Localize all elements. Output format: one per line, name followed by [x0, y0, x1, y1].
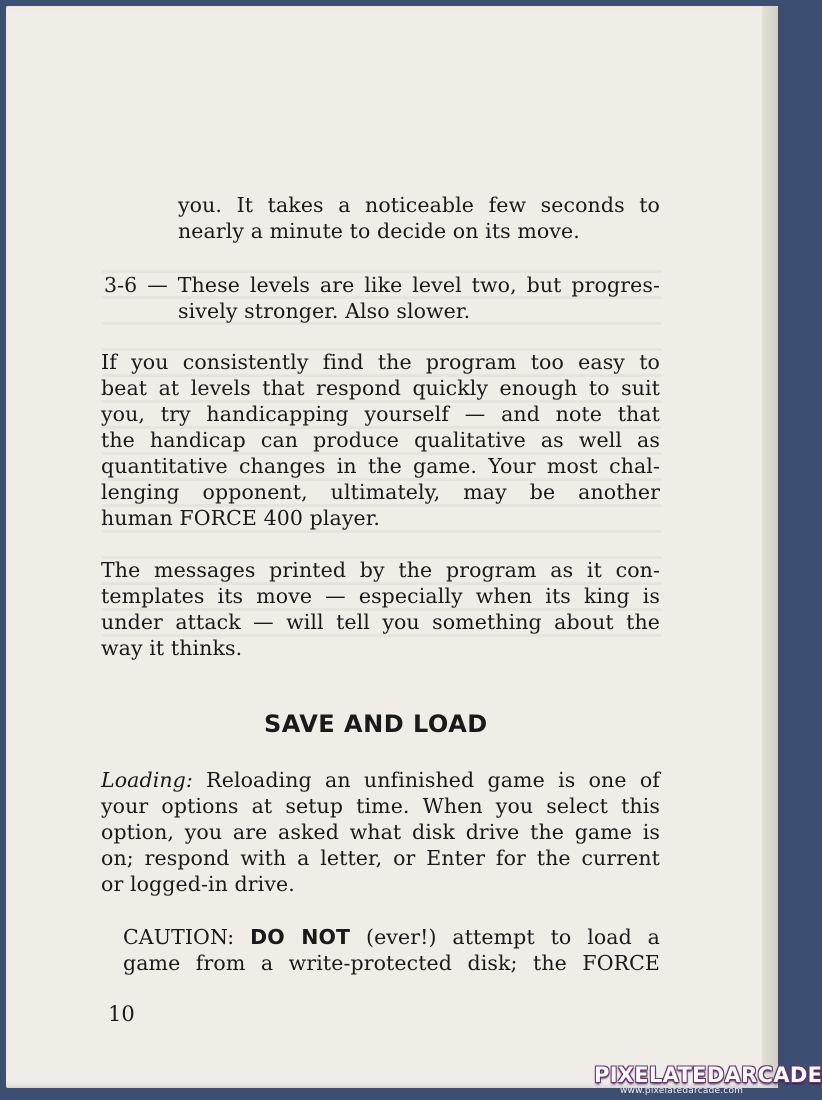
- text-line: sively stronger. Also slower.: [178, 299, 471, 323]
- do-not-emphasis: DO NOT: [250, 925, 351, 949]
- text-line: your options at setup time. When you select this: [101, 794, 660, 818]
- text-line: way it thinks.: [101, 636, 243, 660]
- text-line: [101, 767, 660, 793]
- text-line: beat at levels that respond quickly enough to suit: [101, 376, 660, 400]
- text-line: you. It takes a noticeable few seconds to: [178, 193, 660, 217]
- text-fragment: Reloading an unfinished game is one of: [206, 768, 660, 792]
- text-fragment: (ever!) attempt to load a: [365, 925, 661, 949]
- text-line: The messages printed by the program as it con-: [101, 558, 660, 582]
- text-line: [123, 924, 660, 950]
- text-line: you, try handicapping yourself — and note that: [101, 402, 660, 426]
- text-line: game from a write-protected disk; the FORCE: [123, 951, 660, 975]
- text-line: the handicap can produce qualitative as well as: [101, 428, 660, 452]
- text-line: quantitative changes in the game. Your most chal-: [101, 454, 660, 478]
- text-line: or logged-in drive.: [101, 872, 295, 896]
- text-line: under attack — will tell you something about the: [101, 610, 660, 634]
- paragraph-messages: [101, 557, 660, 661]
- paragraph-continuation: [178, 192, 660, 244]
- text-line: nearly a minute to decide on its move.: [178, 219, 580, 243]
- text-line: 3-6 — These levels are like level two, but progres-: [104, 273, 660, 297]
- page-spine-shadow: [762, 6, 778, 1088]
- caution-label: CAUTION:: [123, 925, 235, 949]
- section-heading: SAVE AND LOAD: [264, 710, 488, 738]
- text-line: lenging opponent, ultimately, may be another: [101, 480, 660, 504]
- loading-label: Loading:: [101, 768, 193, 792]
- paragraph-caution: [123, 924, 660, 976]
- text-line: human FORCE 400 player.: [101, 506, 381, 530]
- paragraph-loading: [101, 767, 660, 897]
- watermark-url: www.pixelatedarcade.com: [620, 1086, 744, 1096]
- page-number: 10: [108, 1002, 135, 1026]
- paragraph-levels-3-6: [104, 272, 660, 324]
- manual-page: [6, 6, 778, 1088]
- watermark-brand: PIXELATEDARCADE: [594, 1063, 822, 1087]
- text-line: templates its move — especially when its king is: [101, 584, 660, 608]
- paragraph-handicap: [101, 349, 660, 531]
- text-line: option, you are asked what disk drive the game is: [101, 820, 660, 844]
- text-line: If you consistently find the program too easy to: [101, 350, 660, 374]
- text-line: on; respond with a letter, or Enter for the current: [101, 846, 660, 870]
